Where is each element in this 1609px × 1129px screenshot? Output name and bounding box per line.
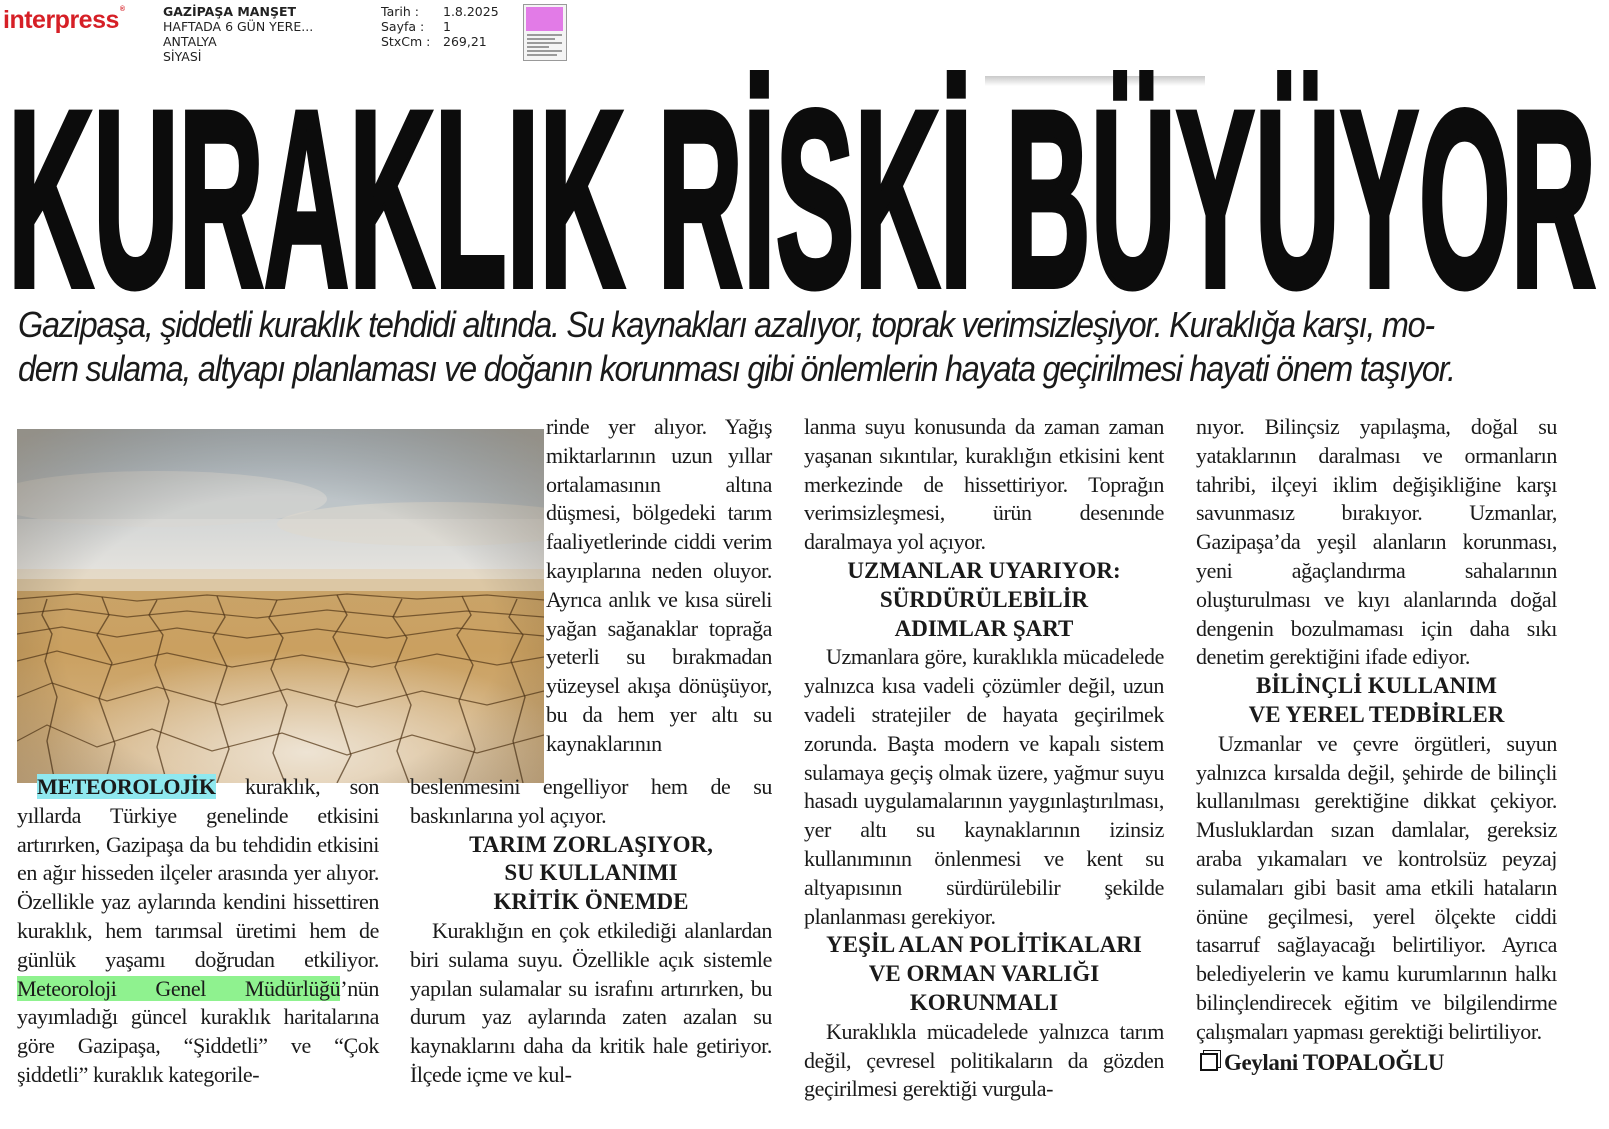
subhead-line: SÜRDÜRÜLEBİLİR xyxy=(879,586,1089,612)
page-value: 1 xyxy=(443,19,451,34)
page-label: Sayfa : xyxy=(381,19,425,34)
thumbnail-line xyxy=(527,50,562,52)
deck-line-1: Gazipaşa, şiddetli kuraklık tehdidi altında. Su kaynakları azalıyor, toprak verimsizleşiyor. Kuraklığa karşı, mo- xyxy=(18,304,1434,345)
column-2-paragraph-1: rinde yer alıyor. Yağış miktarlarının uzun yıllar ortalamasının altına düşmesi, bölgedeki tarım faaliyetlerinde ciddi verim kayıplarına neden oluyor. Ayrıca anlık ve kısa süreli yağan sağanaklar toprağa yeterli su bırakmadan yüzeysel akışa dönüşüyor, bu da hem yer altı su kaynaklarının xyxy=(546,414,772,756)
column-1-paragraph xyxy=(17,773,379,1090)
thumbnail-line xyxy=(527,42,562,44)
publication-city: ANTALYA xyxy=(163,34,217,49)
registered-mark: ® xyxy=(119,6,125,13)
page-thumbnail[interactable] xyxy=(523,4,567,61)
interpress-logo xyxy=(3,6,125,35)
date-label: Tarih : xyxy=(381,4,419,19)
deck-line-2: dern sulama, altyapı planlaması ve doğanın korunması gibi önlemlerin hayata geçirilmesi hayati önem taşıyor. xyxy=(18,348,1455,389)
thumbnail-highlight xyxy=(526,7,563,31)
clip-meta xyxy=(381,4,499,49)
column-3 xyxy=(804,413,1164,1104)
column-4-paragraph-1: nıyor. Bilinçsiz yapılaşma, doğal su yataklarının daralması ve ormanların tahribi, ilçeyi iklim değişikliğine karşı savunmasız bırakıyor. Uzmanlar, Gazipaşa’da yeşil alanların korunması, yeni ağaçlandırma sahalarının oluşturulması ve kıyı alanlarında doğal dengenin bozulmaması için daha sıkı denetim gerektiğini ifade ediyor. xyxy=(1196,414,1557,670)
headline-text: KURAKLIK RİSKİ BÜYÜYOR xyxy=(8,70,1596,300)
stxcm-label: StxCm : xyxy=(381,34,431,49)
byline xyxy=(1196,1049,1557,1078)
subhead-line: VE ORMAN VARLIĞI xyxy=(868,961,1100,987)
subhead-line: YEŞİL ALAN POLİTİKALARI xyxy=(826,932,1142,958)
subhead-line: UZMANLAR UYARIYOR: xyxy=(847,557,1121,583)
column-3-paragraph-3: Kuraklıkla mücadelede yalnızca tarım değil, çevresel politikaların da gözden geçirilmesi gerektiği vurgula- xyxy=(804,1018,1164,1102)
subhead-tarim xyxy=(410,831,772,917)
clipping-header xyxy=(0,0,1609,70)
headline xyxy=(8,70,1604,300)
deck xyxy=(18,303,1455,391)
column-1 xyxy=(17,773,379,1090)
subhead-line: KORUNMALI xyxy=(909,989,1059,1015)
byline-author: Geylani TOPALOĞLU xyxy=(1224,1049,1445,1075)
thumbnail-line xyxy=(527,38,555,40)
subhead-yesil-alan xyxy=(804,931,1164,1017)
column-2-paragraph-2: Kuraklığın en çok etkilediği alanlardan biri sulama suyu. Özellikle açık sistemle yapılan sulamalar su israfını artırırken, bu durum yaz aylarında zaten azalan su kaynaklarını daha da kritik hale getiriyor. İlçede içme ve kul- xyxy=(410,917,772,1087)
publication-category: SİYASİ xyxy=(163,49,202,64)
subhead-line: TARIM ZORLAŞIYOR, xyxy=(469,831,713,857)
subhead-line: BİLİNÇLİ KULLANIM xyxy=(1256,673,1497,699)
column-2-paragraph-1b: beslenmesini engelliyor hem de su baskınlarına yol açıyor. xyxy=(410,774,772,828)
column-2-upper xyxy=(546,413,772,759)
date-value: 1.8.2025 xyxy=(443,4,499,19)
source-info xyxy=(163,4,313,64)
highlight-meteoroloji-genel-mudurlugu: Meteoroloji Genel Müdürlüğü xyxy=(17,975,341,1001)
thumbnail-line xyxy=(527,46,549,48)
subhead-line: ADIMLAR ŞART xyxy=(894,615,1074,641)
drought-photo xyxy=(17,429,544,783)
thumbnail-line xyxy=(527,54,557,56)
subhead-uzmanlar xyxy=(804,557,1164,643)
column-4 xyxy=(1196,413,1557,1077)
thumbnail-line xyxy=(527,34,562,36)
column-1-text-a: kuraklık, son yıllarda Türkiye genelinde etkisini artırırken, Gazipaşa da bu tehdidin etkisini en ağır hisseden ilçeler arasında yer alıyor. Özellikle yaz aylarında kendini hissettiren kuraklık, hem tarımsal üretimi hem de günlük yaşamı doğrudan etkiliyor. xyxy=(17,774,379,972)
column-2-lower xyxy=(410,773,772,1090)
column-4-paragraph-2: Uzmanlar ve çevre örgütleri, suyun yalnızca kırsalda değil, şehirde de bilinçli kullanılması gerektiğine dikkat çekiyor. Musluklardan sızan damlalar, gereksiz araba yıkamaları ve kontrolsüz peyzaj sulamaları gibi basit ama etkili hataların önüne geçilmesi, yerel ölçekte ciddi tasarruf sağlayacağı belirtiliyor. Ayrıca belediyelerin ve kamu kurumlarının halkı bilinçlendirecek eğitim ve bilgilendirme çalışmaları yapması gerektiği belirtiliyor. xyxy=(1196,730,1557,1044)
publication-name: GAZİPAŞA MANŞET xyxy=(163,4,297,19)
column-1-text-b: ’nün yayımladığı güncel kuraklık haritalarına göre Gazipaşa, “Şiddetli” ve “Çok şiddetli” kuraklık kategorile- xyxy=(17,975,379,1087)
subhead-line: KRİTİK ÖNEMDE xyxy=(493,889,689,915)
subhead-line: SU KULLANIMI xyxy=(504,860,678,886)
publication-frequency: HAFTADA 6 GÜN YERE... xyxy=(163,19,314,34)
subhead-bilincli xyxy=(1196,672,1557,730)
subhead-line: VE YEREL TEDBİRLER xyxy=(1248,701,1505,727)
headline-svg xyxy=(8,70,1604,300)
column-3-paragraph-1: lanma suyu konusunda da zaman zaman yaşanan sıkıntılar, kuraklığın etkisini kent merkezinde de hissettiriyor. Toprağın verimsizleşmesi, ürün desenınde daralmaya yol açıyor. xyxy=(804,414,1164,555)
column-3-paragraph-2: Uzmanlara göre, kuraklıkla mücadelede yalnızca kısa vadeli çözümler değil, uzun vadeli stratejiler de hayata geçirilmek zorunda. Başta modern ve kapalı sistem sulamaya geçiş olmak üzere, yağmur suyu hasadı uygulamalarının yaygınlaştırılması, yer altı su kaynaklarının izinsiz kullanımının önlenmesi ve kent su altyapısının sürdürülebilir şekilde planlanması gerekiyor. xyxy=(804,644,1164,929)
stxcm-value: 269,21 xyxy=(443,34,487,49)
cracked-earth-image xyxy=(17,429,544,783)
logo-text: interpress xyxy=(3,6,119,34)
byline-box-icon xyxy=(1200,1053,1218,1071)
highlight-meteorolojik: METEOROLOJİK xyxy=(37,774,216,799)
